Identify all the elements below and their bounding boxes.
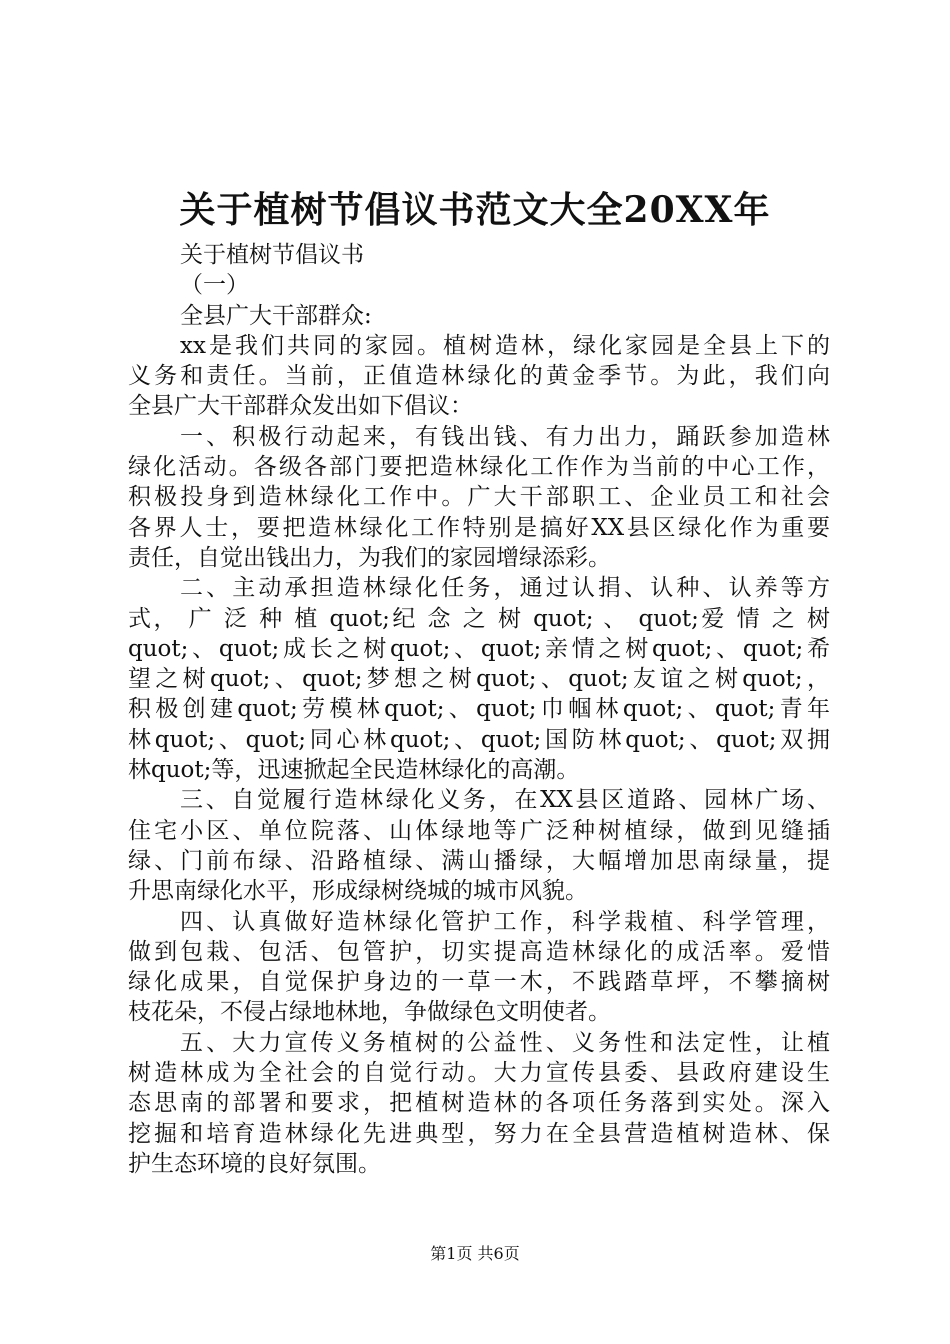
body-line: 义务和责任。当前，正值造林绿化的黄金季节。为此，我们向 [128, 363, 830, 390]
body-line: 林quot;等，迅速掀起全民造林绿化的高潮。 [128, 757, 580, 784]
body-line: 护生态环境的良好氛围。 [128, 1150, 381, 1177]
body-line: 式， 广 泛 种 植 quot;纪 念 之 树 quot; 、 quot;爱 情 之 树 [128, 605, 830, 632]
body-line: 二、主动承担造林绿化任务，通过认捐、认种、认养等方 [180, 575, 830, 602]
body-line: 各界人士，要把造林绿化工作特别是搞好XX县区绿化作为重要 [128, 514, 830, 541]
body-line: 绿化成果，自觉保护身边的一草一木，不践踏草坪，不攀摘树 [128, 969, 830, 996]
body-line: 全县广大干部群众发出如下倡议： [128, 393, 473, 420]
body-line: 挖掘和培育造林绿化先进典型，努力在全县营造植树造林、保 [128, 1120, 830, 1147]
body-line: 树造林成为全社会的自觉行动。大力宣传县委、县政府建设生 [128, 1060, 830, 1087]
body-line: 积极创建quot;劳模林quot;、quot;巾帼林quot;、quot;青年 [128, 696, 830, 723]
page-number: 第1页 共6页 [430, 1244, 520, 1263]
body-line: 望之树quot;、quot;梦想之树quot;、quot;友谊之树quot;， [128, 666, 830, 693]
document-title: 关于植树节倡议书范文大全20XX年 [179, 189, 771, 231]
body-line: 三、自觉履行造林绿化义务，在XX县区道路、园林广场、 [180, 787, 830, 814]
body-line: 一、积极行动起来，有钱出钱、有力出力，踊跃参加造林 [180, 423, 830, 450]
document-body [128, 240, 830, 1179]
body-line: 责任，自觉出钱出力，为我们的家园增绿添彩。 [128, 544, 611, 571]
body-line: 林quot;、quot;同心林quot;、quot;国防林quot;、quot;双拥 [128, 726, 830, 753]
body-line: 全县广大干部群众: [180, 302, 372, 329]
body-line: 绿、门前布绿、沿路植绿、满山播绿，大幅增加思南绿量，提 [128, 847, 830, 874]
body-line: 积极投身到造林绿化工作中。广大干部职工、企业员工和社会 [128, 484, 830, 511]
body-line: 枝花朵，不侵占绿地林地，争做绿色文明使者。 [128, 999, 611, 1026]
body-line: （一） [180, 272, 249, 299]
body-line: quot;、quot;成长之树quot;、quot;亲情之树quot;、quot;希 [128, 635, 830, 662]
body-line: 关于植树节倡议书 [180, 242, 364, 268]
body-line: 绿化活动。各级各部门要把造林绿化工作作为当前的中心工作， [128, 454, 830, 481]
body-line: 住宅小区、单位院落、山体绿地等广泛种树植绿，做到见缝插 [128, 817, 830, 844]
body-line: 做到包栽、包活、包管护，切实提高造林绿化的成活率。爱惜 [128, 938, 830, 965]
body-line: 五、大力宣传义务植树的公益性、义务性和法定性，让植 [180, 1029, 830, 1056]
body-line: 态思南的部署和要求，把植树造林的各项任务落到实处。深入 [128, 1090, 830, 1117]
body-line: xx是我们共同的家园。植树造林，绿化家园是全县上下的 [180, 332, 830, 359]
body-line: 升思南绿化水平，形成绿树绕城的城市风貌。 [128, 878, 588, 905]
body-line: 四、认真做好造林绿化管护工作，科学栽植、科学管理， [180, 908, 830, 935]
